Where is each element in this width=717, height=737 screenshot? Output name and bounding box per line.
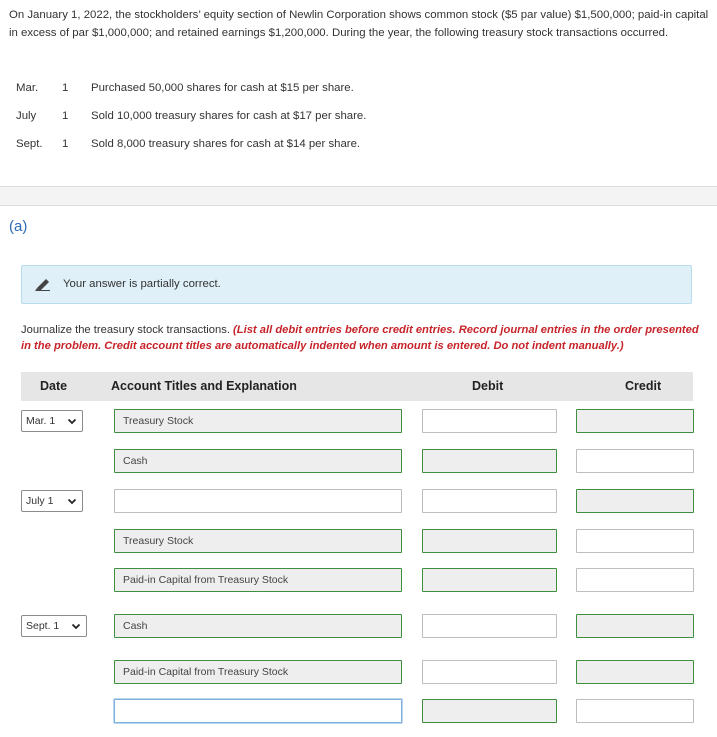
date-select-sept[interactable] [21,615,87,637]
chevron-down-icon [71,621,81,631]
credit-input[interactable] [576,699,694,723]
table-header [21,372,693,401]
transaction-day: 1 [62,110,69,122]
header-account: Account Titles and Explanation [111,379,297,393]
account-input[interactable] [114,489,402,513]
pencil-icon [35,277,51,291]
chevron-down-icon [67,416,77,426]
transaction-day: 1 [62,138,69,150]
instructions [21,322,701,354]
debit-input[interactable] [422,489,557,513]
header-date: Date [40,379,68,393]
account-input[interactable]: Cash [114,449,402,473]
credit-input[interactable] [576,409,694,433]
transaction-month: Mar. [16,82,39,94]
account-input[interactable]: Treasury Stock [114,409,402,433]
account-input[interactable]: Cash [114,614,402,638]
instructions-emphasis: (List all debit entries before credit entries. Record journal entries in the order presented in the problem. Credit account titles are automatically indented when amount is entered. Do not indent manually.) [21,324,699,352]
transaction-month: July [16,110,37,122]
transaction-description: Purchased 50,000 shares for cash at $15 per share. [91,82,354,94]
account-input[interactable]: Paid-in Capital from Treasury Stock [114,568,402,592]
transaction-description: Sold 10,000 treasury shares for cash at $17 per share. [91,110,367,122]
credit-input[interactable] [576,449,694,473]
credit-input[interactable] [576,489,694,513]
part-label: (a) [9,218,28,235]
debit-input[interactable] [422,568,557,592]
date-select-value: Sept. 1 [26,620,60,632]
credit-input[interactable] [576,568,694,592]
problem-statement: On January 1, 2022, the stockholders’ equity section of Newlin Corporation shows common stock ($5 par value) $1,500,000; paid-in capital in excess of par $1,000,000; and retained earnings $1,200,000. During the year, the following treasury stock transactions occurred. [9,9,709,39]
debit-input[interactable] [422,699,557,723]
header-debit: Debit [472,379,504,393]
header-credit: Credit [625,379,662,393]
transaction-description: Sold 8,000 treasury shares for cash at $14 per share. [91,138,361,150]
transaction-month: Sept. [16,138,43,150]
chevron-down-icon [67,496,77,506]
section-divider [0,186,717,206]
debit-input[interactable] [422,409,557,433]
debit-input[interactable] [422,660,557,684]
credit-input[interactable] [576,660,694,684]
date-select-mar[interactable] [21,410,83,432]
feedback-notice [21,265,692,304]
account-input[interactable] [114,699,402,723]
debit-input[interactable] [422,449,557,473]
credit-input[interactable] [576,529,694,553]
feedback-text: Your answer is partially correct. [63,278,221,290]
date-select-value: July 1 [26,495,54,507]
date-select-july[interactable] [21,490,83,512]
debit-input[interactable] [422,614,557,638]
instructions-lead: Journalize the treasury stock transactions. [21,324,234,336]
date-select-value: Mar. 1 [26,415,56,427]
transaction-day: 1 [62,82,69,94]
account-input[interactable]: Paid-in Capital from Treasury Stock [114,660,402,684]
debit-input[interactable] [422,529,557,553]
credit-input[interactable] [576,614,694,638]
account-input[interactable]: Treasury Stock [114,529,402,553]
